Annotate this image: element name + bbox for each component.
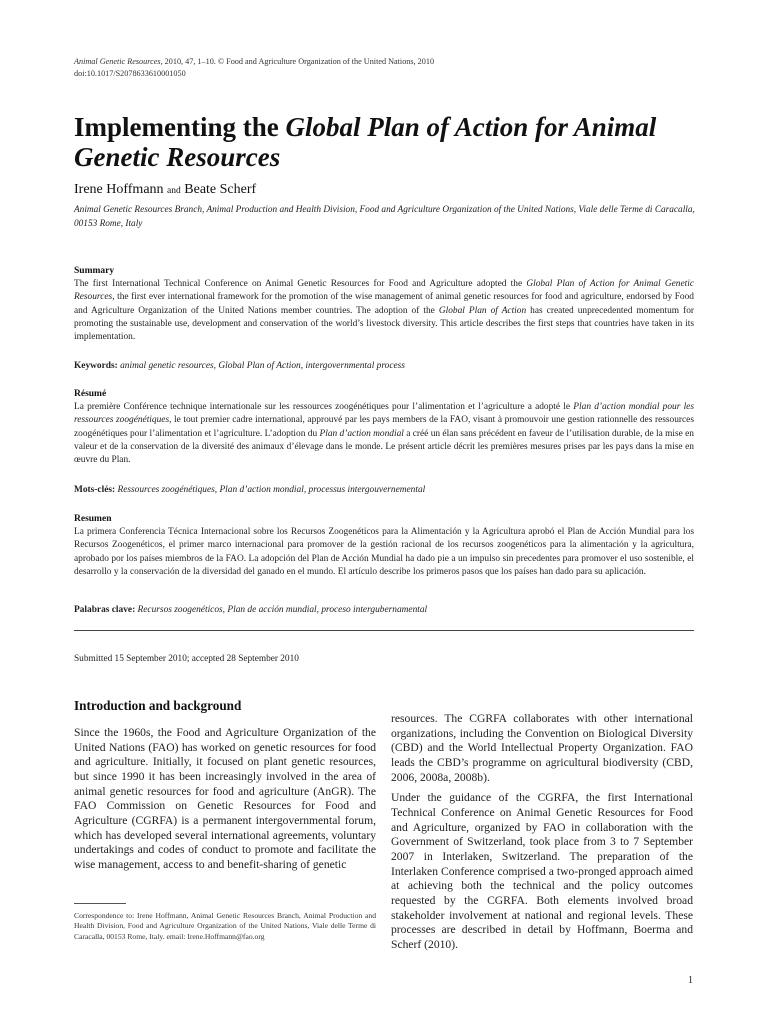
journal-citation — [74, 56, 674, 80]
resumen-section — [74, 513, 694, 579]
footnote-divider — [74, 903, 126, 904]
title-part2: Global Plan of Action for Animal — [285, 112, 657, 142]
authors-and: and — [167, 186, 181, 196]
correspondence-note: Correspondence to: Irene Hoffmann, Animal Genetic Resources Branch, Animal Production and Health Division, Food and Agriculture Organization of the United Nations, Viale delle Terme di Caracalla, 00153 Rome, Italy. email: Irene.Hoffmann@fao.org — [74, 911, 376, 941]
journal-doi: doi:10.1017/S2078633610001050 — [74, 69, 186, 78]
resume-heading: Résumé — [74, 389, 107, 399]
keywords-text: animal genetic resources, Global Plan of Action, intergovernmental process — [117, 361, 405, 371]
author-2: Beate Scherf — [184, 182, 257, 197]
summary-heading: Summary — [74, 266, 115, 276]
keywords — [74, 360, 694, 373]
intro-right-column — [391, 712, 693, 953]
resume-text: La première Conférence technique internationale sur les ressources zoogénétiques pour l’alimentation et l’agriculture a adopté le Plan d’action mondial pour les ressources zoogénétiques, le tout premier cadre international, approuvé par les pays members de la FAO, visant à promouvoir une gestion rationnelle des ressources zoogénétiques pour l’alimentation et l’agriculture. L’adoption du Plan d’action mondial a créé un élan sans précédent en faveur de l’utilisation durable, de la mise en valeur et de la conservation de la diversité des animaux d’élevage dans le monde. Le présent article décrit les premières mesures prises par les pays dans la mise en œuvre du Plan. — [74, 402, 694, 466]
title-line2: Genetic Resources — [74, 142, 281, 172]
author-1: Irene Hoffmann — [74, 182, 164, 197]
intro-paragraph-2: resources. The CGRFA collaborates with other international organizations, including the Convention on Biological Diversity (CBD) and the World Intellectual Property Organization. FAO leads the CBD’s programme on agricultural biodiversity (CBD, 2006, 2008a, 2008b). — [391, 712, 693, 784]
page-number: 1 — [688, 975, 693, 986]
title-part1: Implementing the — [74, 112, 286, 142]
section-divider — [74, 630, 694, 631]
page-title — [74, 112, 714, 172]
palabras-clave — [74, 604, 694, 617]
palabras-text: Recursos zoogenéticos, Plan de acción mundial, proceso intergubernamental — [135, 605, 428, 615]
summary-section — [74, 265, 694, 344]
mots-cles-label: Mots-clés: — [74, 485, 116, 495]
mots-cles-text: Ressources zoogénétiques, Plan d’action mondial, processus intergouvernemental — [115, 485, 426, 495]
intro-paragraph-3: Under the guidance of the CGRFA, the first International Technical Conference on Animal Genetic Resources for Food and Agriculture, organized by FAO in collaboration with the Government of Switzerland, took place from 3 to 7 September 2007 in Interlaken, Switzerland. The preparation of the Interlaken Conference comprised a two-pronged approach aimed at achieving both the technical and the policy outcomes requested by the CGRFA. Both elements involved broad stakeholder involvement at national and regional levels. These processes are described in detail by Hoffmann, Boerma and Scherf (2010). — [391, 791, 693, 951]
resumen-heading: Resumen — [74, 514, 112, 524]
keywords-label: Keywords: — [74, 361, 118, 371]
resumen-text: La primera Conferencia Técnica Internacional sobre los Recursos Zoogenéticos para la Alimentación y la Agricultura aprobó el Plan de Acción Mundial para los Recursos Zoogenéticos, el primer marco internacional para promover de la gestión racional de los recursos zoogenéticos para la alimentación y la agricultura, aprobado por los países miembros de la FAO. La adopción del Plan de Acción Mundial ha dado pie a un impulso sin precedentes para promover el uso sostenible, el desarrollo y la conservación de la diversidad del ganado en el mundo. El artículo describe los primeros pasos que los países han dado para su aplicación. — [74, 527, 694, 577]
resume-section — [74, 388, 694, 467]
intro-paragraph-1: Since the 1960s, the Food and Agriculture Organization of the United Nations (FAO) has worked on genetic resources for food and agriculture. Initially, it focused on plant genetic resources, but since 1990 it has been increasingly involved in the area of animal genetic resources for food and agriculture (AnGR). The FAO Commission on Genetic Resources for Food and Agriculture (CGRFA) is a permanent intergovernmental forum, which has developed several international agreements, voluntary undertakings and codes of conduct to promote and facilitate the wise management, access to and benefit-sharing of genetic — [74, 726, 376, 871]
affiliation: Animal Genetic Resources Branch, Animal Production and Health Division, Food and Agriculture Organization of the United Nations, Viale delle Terme di Caracalla, 00153 Rome, Italy — [74, 205, 695, 229]
intro-left-column — [74, 726, 376, 873]
summary-text: The first International Technical Conference on Animal Genetic Resources for Food and Agriculture adopted the Global Plan of Action for Animal Genetic Resources, the first ever international framework for the promotion of the wise management of animal genetic resources for food and agriculture, endorsed by Food and Agriculture Organization of the United Nations member countries. The adoption of the Global Plan of Action has created unprecedented momentum for promoting the sustainable use, development and conservation of the world’s livestock diversity. This article describes the first steps that countries have taken in its implementation. — [74, 279, 695, 343]
journal-citation-text: , 2010, 47, 1–10. © Food and Agriculture Organization of the United Nations, 2010 — [160, 57, 435, 66]
submitted-date: Submitted 15 September 2010; accepted 28 September 2010 — [74, 654, 299, 664]
intro-heading: Introduction and background — [74, 698, 242, 713]
palabras-label: Palabras clave: — [74, 605, 136, 615]
journal-name: Animal Genetic Resources — [74, 57, 161, 66]
mots-cles — [74, 484, 694, 497]
authors — [74, 181, 256, 200]
